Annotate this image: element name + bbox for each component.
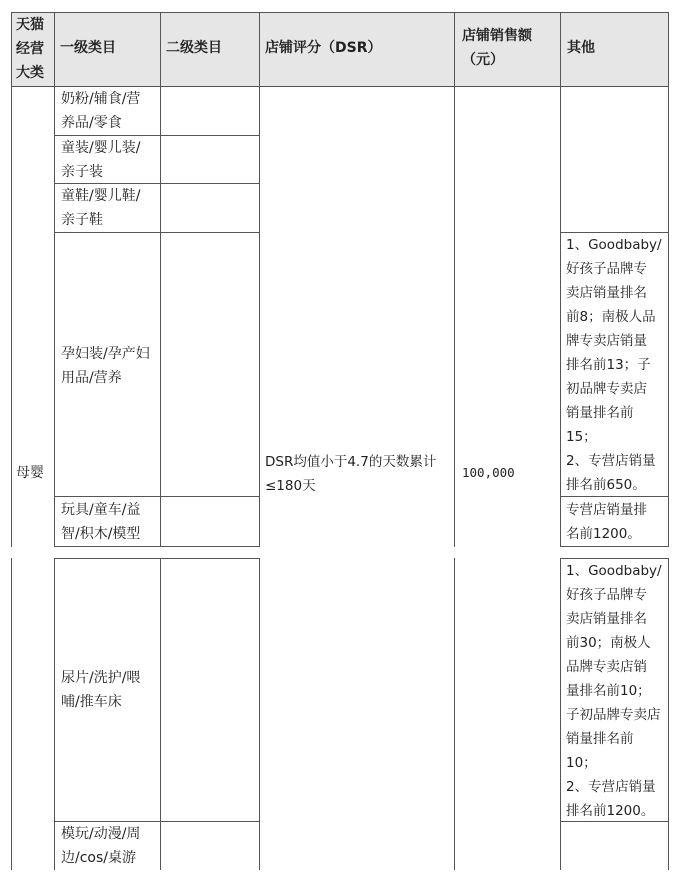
header-level1: 一级类目 [60,40,116,56]
level1-item: 童鞋/婴儿鞋/ 亲子鞋 [61,188,141,228]
header-other: 其他 [567,40,595,56]
level1-item: 玩具/童车/益 智/积木/模型 [61,502,141,542]
header-category: 天猫 经营 大类 [16,17,44,81]
other-note: 1、Goodbaby/ 好孩子品牌专 卖店销量排名 前8；南极人品 牌专卖店销量 排名前13；子 初品牌专卖店 销量排名前 15； 2、专营店销量 排名前650。 [566,237,662,493]
sales-requirement: 100,000 [462,465,515,480]
header-dsr: 店铺评分（DSR） [265,40,382,56]
level1-item: 奶粉/辅食/营 养品/零食 [61,91,141,131]
level1-item: 尿片/洗护/喂 哺/推车床 [61,670,141,710]
level1-item: 童装/婴儿装/ 亲子装 [61,140,141,180]
dsr-requirement: DSR均值小于4.7的天数累计 ≤180天 [265,454,437,494]
other-note: 1、Goodbaby/ 好孩子品牌专 卖店销量排名 前30；南极人 品牌专卖店销 量排名前10； 子初品牌专卖店 销量排名前 10； 2、专营店销量 排名前1200。 [566,563,662,819]
level1-item: 孕妇装/孕产妇 用品/营养 [61,346,150,386]
category-cell: 母婴 [16,465,44,481]
header-sales: 店铺销售额 （元） [462,28,532,68]
other-note: 专营店销量排 名前1200。 [566,502,647,542]
level1-item: 模玩/动漫/周 边/cos/桌游 [61,826,141,866]
header-level2: 二级类目 [166,40,222,56]
